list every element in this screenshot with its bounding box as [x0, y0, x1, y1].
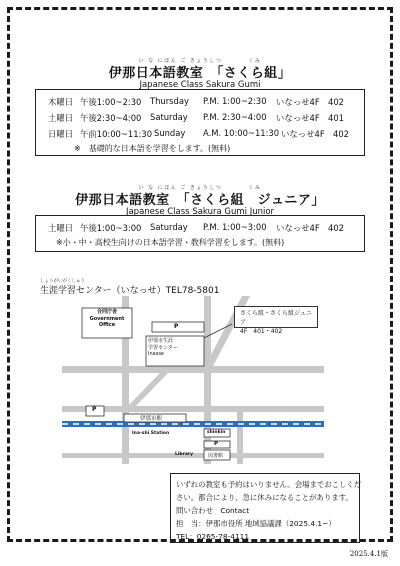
library-jp-label: 図書館: [208, 453, 224, 459]
day-jp: 土曜日: [48, 223, 74, 233]
class2-ruby: い な にほん ご きょうしつ くみ: [138, 185, 262, 191]
place: いなっせ4F 402: [276, 97, 345, 107]
learning-center-label: 伊那市生涯 学習センター Inasse: [148, 338, 178, 357]
time-en: A.M. 10:00~11:30: [203, 128, 280, 138]
class2-subtitle: Japanese Class Sakura Gumi Junior: [125, 207, 275, 217]
government-office-label: 合同庁舎 Government Office: [89, 309, 125, 328]
class2-title: 伊那日本語教室 「さくら組 ジュニア」: [75, 193, 325, 208]
map: [62, 296, 324, 464]
parking-label: P: [92, 406, 97, 413]
time-jp: 午前10:00~11:30: [80, 129, 153, 139]
day-en: Saturday: [150, 112, 188, 122]
class2-note: ※小・中・高校生向けの日本語学習・教科学習をします。(無料): [56, 238, 285, 247]
contact-phone: TEL：0265-78-4111: [176, 532, 250, 541]
time-jp: 午後1:00~3:00: [80, 223, 142, 233]
contact-box: [170, 473, 360, 543]
class1-schedule-box: [35, 89, 365, 156]
shinkin-label: shinkin: [207, 430, 226, 435]
station-label: 伊那市駅: [140, 416, 163, 422]
road: [62, 366, 324, 373]
parking-label: P: [214, 441, 219, 447]
version-label: 2025.4.1版: [349, 550, 388, 558]
day-jp: 日曜日: [48, 129, 74, 139]
class1-title: 伊那日本語教室 「さくら組」: [108, 66, 292, 81]
center-ruby: しょうがいがくしゅう: [40, 279, 85, 284]
contact-line: 担 当：伊那市役所 地域協議課（2025.4.1~）: [176, 519, 336, 528]
station-en-label: Ina-shi Station: [132, 431, 170, 436]
place: いなっせ4F 401: [276, 113, 345, 123]
contact-line: いずれの教室も予約はいりません。会場までおこしくだ: [176, 480, 362, 489]
class1-note: ※ 基礎的な日本語を学習をします。(無料): [74, 144, 231, 153]
place: いなっせ4F 402: [276, 223, 345, 233]
time-en: P.M. 1:00~3:00: [203, 222, 267, 232]
day-jp: 木曜日: [48, 97, 74, 107]
parking-label: P: [174, 323, 179, 330]
class1-subtitle: Japanese Class Sakura Gumi: [139, 80, 261, 90]
library-en-label: Library: [175, 452, 194, 457]
class1-ruby: い な にほん ご きょうしつ くみ: [138, 58, 262, 64]
class-location-callout: さくら組・さくら組ジュニア 4F 401・402: [234, 306, 318, 328]
place: いなっせ4F 402: [281, 129, 350, 139]
time-en: P.M. 1:00~2:30: [203, 96, 267, 106]
diagonal-road: [126, 373, 168, 408]
contact-line: さい。都合により、急に休みになることがあります。: [176, 493, 353, 502]
road: [204, 296, 211, 464]
center-heading: 生涯学習センター（いなっせ）TEL78-5801: [40, 286, 220, 296]
day-jp: 土曜日: [48, 113, 74, 123]
time-jp: 午後1:00~2:30: [80, 97, 142, 107]
day-en: Saturday: [150, 222, 188, 232]
contact-line: 問い合わせ Contact: [176, 506, 250, 515]
day-en: Thursday: [150, 96, 189, 106]
time-jp: 午後2:30~4:00: [80, 113, 142, 123]
time-en: P.M. 2:30~4:00: [203, 112, 267, 122]
class2-schedule-box: [35, 215, 365, 252]
day-en: Sunday: [154, 128, 186, 138]
